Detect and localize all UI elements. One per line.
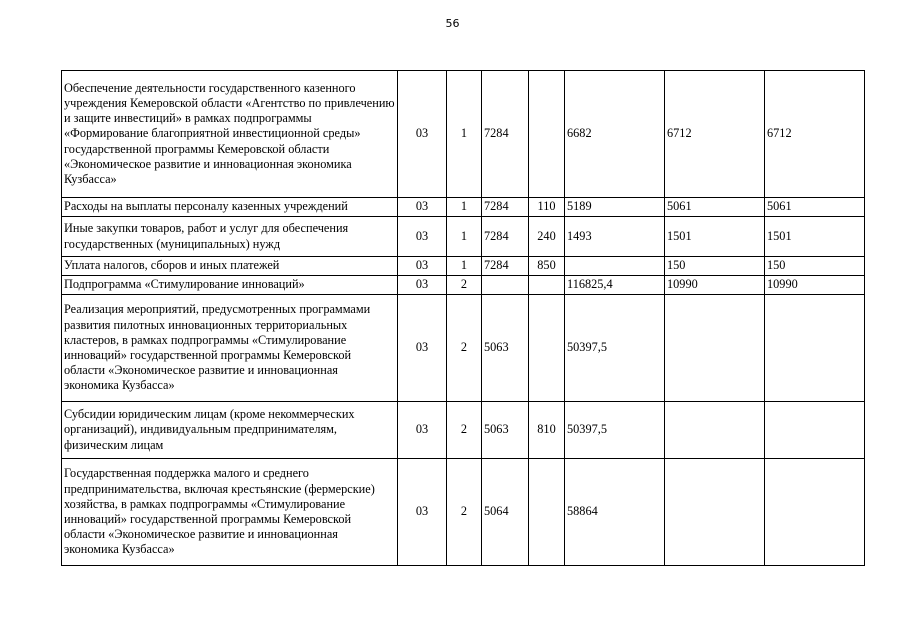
- row-section: 03: [398, 459, 447, 566]
- row-sum-1: 58864: [565, 459, 665, 566]
- table-row: [62, 459, 865, 566]
- row-type: [529, 71, 565, 198]
- row-sum-2: 150: [665, 257, 765, 276]
- row-sum-3: 6712: [765, 71, 865, 198]
- budget-table: [61, 70, 865, 566]
- row-target: 5064: [482, 459, 529, 566]
- row-subsection: 2: [447, 459, 482, 566]
- row-type: 110: [529, 198, 565, 217]
- row-sum-1: [565, 257, 665, 276]
- row-description: Иные закупки товаров, работ и услуг для обеспечения государственных (муниципальных) нужд: [62, 217, 398, 257]
- row-sum-3: [765, 402, 865, 459]
- row-target: 5063: [482, 295, 529, 402]
- row-sum-3: 5061: [765, 198, 865, 217]
- row-type: 240: [529, 217, 565, 257]
- row-description: Государственная поддержка малого и среднего предпринимательства, включая крестьянские (фермерские) хозяйства, в рамках подпрограммы «Стимулирование инноваций» государственной программы Кемеровской области «Экономическое развитие и инновационная экономика Кузбасса»: [62, 459, 398, 566]
- row-sum-3: 10990: [765, 276, 865, 295]
- row-description: Обеспечение деятельности государственного казенного учреждения Кемеровской области «Агентство по привлечению и защите инвестиций» в рамках подпрограммы «Формирование благоприятной инвестиционной среды» государственной программы Кемеровской области «Экономическое развитие и инновационная экономика Кузбасса»: [62, 71, 398, 198]
- row-subsection: 1: [447, 71, 482, 198]
- row-subsection: 1: [447, 217, 482, 257]
- row-sum-3: 150: [765, 257, 865, 276]
- row-target: 7284: [482, 217, 529, 257]
- row-type: 850: [529, 257, 565, 276]
- row-subsection: 2: [447, 402, 482, 459]
- table-row: [62, 217, 865, 257]
- page-number: 56: [445, 17, 460, 30]
- row-sum-3: 1501: [765, 217, 865, 257]
- table-row: [62, 402, 865, 459]
- row-section: 03: [398, 295, 447, 402]
- row-sum-2: [665, 295, 765, 402]
- table-row: [62, 198, 865, 217]
- row-section: 03: [398, 198, 447, 217]
- row-type: [529, 459, 565, 566]
- row-type: [529, 295, 565, 402]
- row-sum-2: [665, 459, 765, 566]
- row-sum-2: 1501: [665, 217, 765, 257]
- table-row: [62, 257, 865, 276]
- row-target: [482, 276, 529, 295]
- table-row: [62, 295, 865, 402]
- table-row: [62, 276, 865, 295]
- row-subsection: 1: [447, 257, 482, 276]
- table-row: [62, 71, 865, 198]
- row-target: 5063: [482, 402, 529, 459]
- row-target: 7284: [482, 71, 529, 198]
- row-type: [529, 276, 565, 295]
- row-subsection: 2: [447, 276, 482, 295]
- row-description: Уплата налогов, сборов и иных платежей: [62, 257, 398, 276]
- row-section: 03: [398, 217, 447, 257]
- row-sum-2: 6712: [665, 71, 765, 198]
- row-description: Расходы на выплаты персоналу казенных учреждений: [62, 198, 398, 217]
- row-description: Реализация мероприятий, предусмотренных программами развития пилотных инновационных территориальных кластеров, в рамках подпрограммы «Стимулирование инноваций» государственной программы Кемеровской области «Экономическое развитие и инновационная экономика Кузбасса»: [62, 295, 398, 402]
- row-sum-2: 10990: [665, 276, 765, 295]
- row-sum-1: 6682: [565, 71, 665, 198]
- row-sum-2: [665, 402, 765, 459]
- row-sum-1: 50397,5: [565, 402, 665, 459]
- row-sum-1: 116825,4: [565, 276, 665, 295]
- row-section: 03: [398, 257, 447, 276]
- row-subsection: 1: [447, 198, 482, 217]
- row-description: Подпрограмма «Стимулирование инноваций»: [62, 276, 398, 295]
- row-target: 7284: [482, 257, 529, 276]
- row-subsection: 2: [447, 295, 482, 402]
- row-section: 03: [398, 402, 447, 459]
- row-target: 7284: [482, 198, 529, 217]
- row-sum-3: [765, 295, 865, 402]
- row-type: 810: [529, 402, 565, 459]
- row-sum-1: 5189: [565, 198, 665, 217]
- row-section: 03: [398, 71, 447, 198]
- row-sum-1: 50397,5: [565, 295, 665, 402]
- row-sum-2: 5061: [665, 198, 765, 217]
- row-sum-3: [765, 459, 865, 566]
- row-description: Субсидии юридическим лицам (кроме некоммерческих организаций), индивидуальным предпринимателям, физическим лицам: [62, 402, 398, 459]
- row-sum-1: 1493: [565, 217, 665, 257]
- row-section: 03: [398, 276, 447, 295]
